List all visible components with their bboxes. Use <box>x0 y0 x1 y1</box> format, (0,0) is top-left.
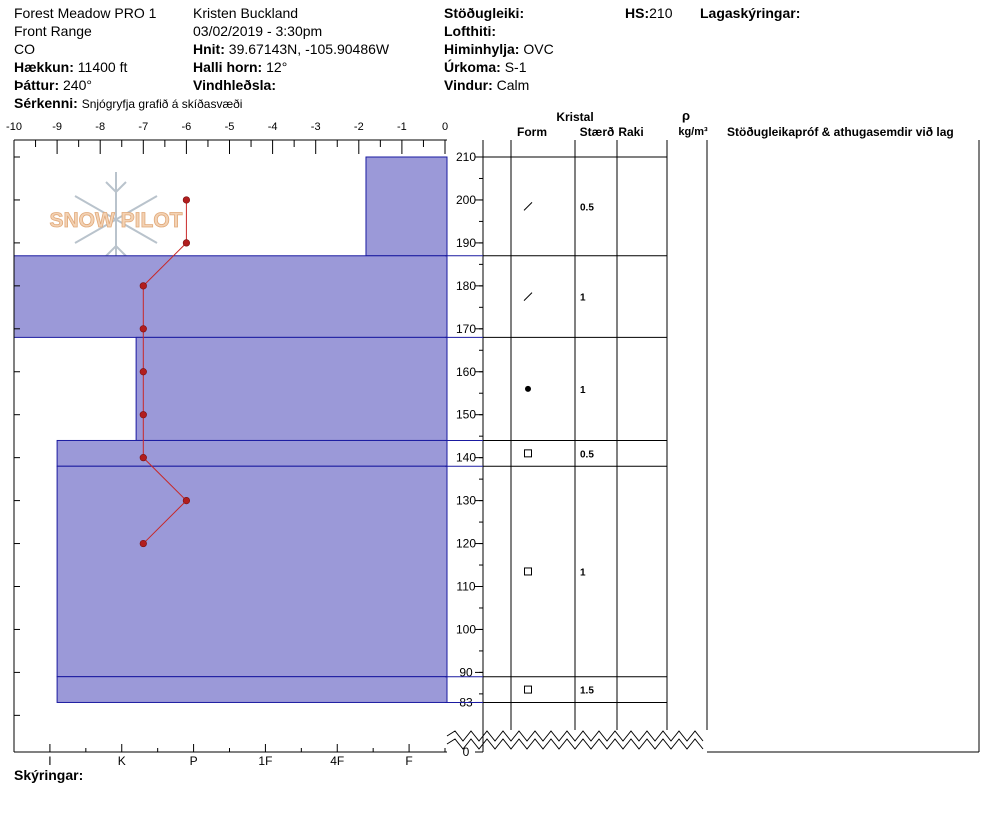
hardness-bar-0 <box>366 157 447 256</box>
rho-header: ρ <box>681 108 691 123</box>
density-unit-header: kg/m³ <box>678 126 708 138</box>
temp-tick-label: -3 <box>310 121 321 133</box>
temperature-point <box>140 326 147 333</box>
hardness-bar-3 <box>57 440 447 466</box>
size-header: Stærð <box>579 125 615 139</box>
hardness-bar-4 <box>57 466 447 676</box>
temperature-point <box>140 411 147 418</box>
depth-tick-label: 210 <box>455 150 477 164</box>
crystal-header: Kristal <box>556 110 594 124</box>
temp-tick-label: -6 <box>181 121 192 133</box>
snowpilot-logo <box>50 172 183 266</box>
crystal-form-slash-icon <box>524 293 532 301</box>
depth-tick-label: 90 <box>459 665 473 680</box>
temperature-point <box>140 368 147 375</box>
crystal-size-label: 0.5 <box>580 449 594 461</box>
hardness-bar-2 <box>136 337 447 440</box>
datetime: 03/02/2019 - 3:30pm <box>193 23 323 39</box>
precip-value: S-1 <box>504 59 527 75</box>
hardness-tick-label: 4F <box>330 754 345 768</box>
layer-notes-label: Lagaskýringar: <box>700 5 801 21</box>
break-zigzag-top <box>447 731 703 741</box>
precip-label: Úrkoma: <box>444 59 501 75</box>
depth-tick-label: 140 <box>455 450 477 465</box>
elevation-value: 11400 ft <box>77 59 128 75</box>
site-name: Forest Meadow PRO 1 <box>14 5 157 21</box>
crystal-form-square-icon <box>525 450 532 457</box>
temp-tick-label: 0 <box>441 121 449 133</box>
depth-tick-label: 0 <box>462 745 470 759</box>
features-value: Snjógryfja grafið á skíðasvæði <box>81 97 243 111</box>
hardness-tick-label: F <box>405 754 413 768</box>
depth-tick-label: 190 <box>455 235 477 250</box>
aspect-label: Þáttur: <box>14 77 60 93</box>
depth-tick-label: 180 <box>455 278 477 293</box>
crystal-size-label: 0.5 <box>580 202 594 214</box>
stability-label: Stöðugleiki: <box>444 5 525 21</box>
crystal-size-label: 1.5 <box>580 685 594 697</box>
depth-tick-label: 100 <box>455 622 477 637</box>
coords-label: Hnit: <box>193 41 225 57</box>
temperature-point <box>183 197 190 204</box>
elevation-label: Hækkun: <box>14 59 74 75</box>
depth-tick-label: 200 <box>455 192 477 207</box>
hardness-bar-1 <box>14 256 447 338</box>
depth-tick-label: 160 <box>455 364 477 379</box>
crystal-size-label: 1 <box>580 292 586 304</box>
temp-tick-label: -7 <box>138 121 149 133</box>
hs-value: 210 <box>649 5 673 21</box>
moisture-header: Raki <box>618 125 644 139</box>
depth-tick-label: 150 <box>455 407 477 422</box>
temperature-point <box>140 283 147 290</box>
wind-value: Calm <box>496 77 530 93</box>
hardness-bar-5 <box>57 677 447 703</box>
stability-header: Stöðugleikapróf & athugasemdir við lag <box>727 125 954 139</box>
hs-label: HS: <box>625 5 650 21</box>
slope-value: 12° <box>266 59 288 75</box>
temperature-point <box>140 540 147 547</box>
hardness-tick-label: K <box>117 754 126 768</box>
logo-text: SNOW PILOT <box>49 209 183 232</box>
crystal-size-label: 1 <box>580 567 586 579</box>
temperature-point <box>183 497 190 504</box>
crystal-form-dot-icon <box>525 386 531 392</box>
temperature-point <box>183 240 190 247</box>
observer: Kristen Buckland <box>193 5 299 21</box>
temp-tick-label: -10 <box>6 121 22 133</box>
hardness-tick-label: P <box>189 754 198 768</box>
coords-value: 39.67143N, -105.90486W <box>228 41 390 57</box>
wind-loading-label: Vindhleðsla: <box>193 77 276 93</box>
wind-label: Vindur: <box>444 77 493 93</box>
temp-tick-label: -2 <box>353 121 364 133</box>
sky-value: OVC <box>523 41 554 57</box>
aspect-value: 240° <box>63 77 92 93</box>
crystal-form-square-icon <box>525 686 532 693</box>
hardness-tick-label: 1F <box>258 754 273 768</box>
crystal-form-square-icon <box>525 568 532 575</box>
form-header: Form <box>517 125 547 139</box>
temp-tick-label: -8 <box>95 121 106 133</box>
region: Front Range <box>14 23 92 39</box>
crystal-size-label: 1 <box>580 384 586 396</box>
temp-tick-label: -4 <box>267 121 278 133</box>
notes-label: Skýringar: <box>14 767 84 783</box>
temp-tick-label: -5 <box>224 121 235 133</box>
depth-tick-label: 110 <box>456 579 476 594</box>
hardness-tick-label: I <box>48 754 52 768</box>
depth-tick-label: 130 <box>455 493 477 508</box>
features-label: Sérkenni: <box>14 95 78 111</box>
state: CO <box>14 41 35 57</box>
sky-label: Himinhylja: <box>444 41 520 57</box>
temperature-point <box>140 454 147 461</box>
crystal-form-slash-icon <box>524 202 532 210</box>
depth-tick-label: 120 <box>455 536 477 551</box>
slope-label: Halli horn: <box>193 59 263 75</box>
temp-tick-label: -9 <box>52 121 62 133</box>
temp-tick-label: -1 <box>397 121 407 133</box>
depth-tick-label: 170 <box>455 321 477 336</box>
depth-tick-label: 83 <box>459 695 473 710</box>
air-temp-label: Lofthiti: <box>444 23 497 39</box>
